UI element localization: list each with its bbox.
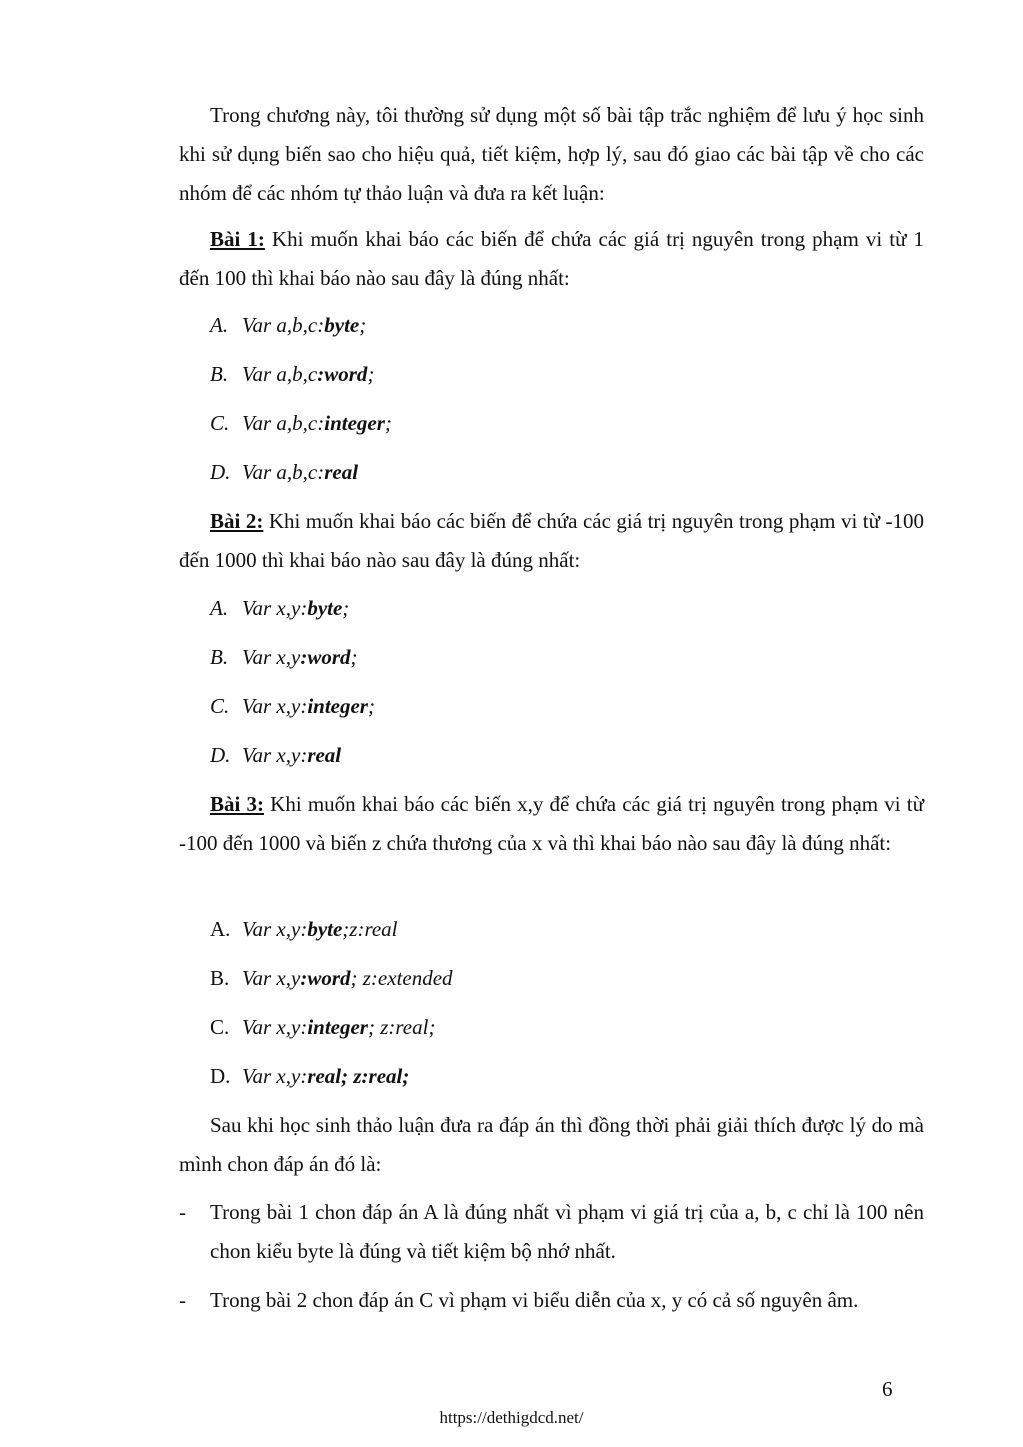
exercise-2-option-c: C. Var x,y:integer; xyxy=(210,694,375,718)
bullet-item-1: Trong bài 1 chon đáp án A là đúng nhất vì phạm vi giá trị của a, b, c chỉ là 100 nên chon kiểu byte là đúng và tiết kiệm bộ nhớ nhất. xyxy=(210,1200,924,1263)
page-number: 6 xyxy=(882,1377,893,1401)
bullet-mark-2: - xyxy=(179,1288,186,1312)
exercise-2-option-a: A. Var x,y:byte; xyxy=(210,596,350,620)
exercise-3-option-b: B. Var x,y:word; z:extended xyxy=(210,966,453,990)
exercise-1-option-d: D. Var a,b,c:real xyxy=(210,460,359,484)
exercise-3-option-a: A. Var x,y:byte;z:real xyxy=(210,917,398,941)
exercise-1-option-a: A. Var a,b,c:byte; xyxy=(210,313,367,337)
footer-url[interactable]: https://dethigdcd.net/ xyxy=(439,1408,584,1427)
exercise-1-option-b: B. Var a,b,c:word; xyxy=(210,362,375,386)
exercise-3-option-c: C. Var x,y:integer; z:real; xyxy=(210,1015,436,1039)
exercise-1-question xyxy=(179,220,924,298)
exercise-2-text: Khi muốn khai báo các biến để chứa các giá trị nguyên trong phạm vi từ -100 đến 1000 thì khai báo nào sau đây là đúng nhất: xyxy=(179,509,924,572)
exercise-1-label: Bài 1: xyxy=(210,227,265,251)
exercise-3-option-d: D. Var x,y:real; z:real; xyxy=(210,1064,410,1088)
exercise-2-question xyxy=(179,502,924,580)
exercise-3-label: Bài 3: xyxy=(210,792,265,816)
exercise-1-text: Khi muốn khai báo các biến để chứa các giá trị nguyên trong phạm vi từ 1 đến 100 thì khai báo nào sau đây là đúng nhất: xyxy=(179,227,924,290)
intro-paragraph: Trong chương này, tôi thường sử dụng một số bài tập trắc nghiệm để lưu ý học sinh khi sử dụng biến sao cho hiệu quả, tiết kiệm, hợp lý, sau đó giao các bài tập về cho các nhóm để các nhóm tự thảo luận và đưa ra kết luận: xyxy=(179,103,924,205)
exercise-2-option-d: D. Var x,y:real xyxy=(210,743,342,767)
exercise-2-label: Bài 2: xyxy=(210,509,264,533)
exercise-3-question xyxy=(179,785,924,863)
exercise-3-text: Khi muốn khai báo các biến x,y để chứa các giá trị nguyên trong phạm vi từ -100 đến 1000 và biến z chứa thương của x và thì khai báo nào sau đây là đúng nhất: xyxy=(179,792,924,855)
conclusion-paragraph: Sau khi học sinh thảo luận đưa ra đáp án thì đồng thời phải giải thích được lý do mà mình chon đáp án đó là: xyxy=(179,1113,924,1176)
exercise-1-option-c: C. Var a,b,c:integer; xyxy=(210,411,392,435)
bullet-mark-1: - xyxy=(179,1200,186,1224)
bullet-item-2: Trong bài 2 chon đáp án C vì phạm vi biểu diễn của x, y có cả số nguyên âm. xyxy=(210,1288,859,1312)
exercise-2-option-b: B. Var x,y:word; xyxy=(210,645,358,669)
